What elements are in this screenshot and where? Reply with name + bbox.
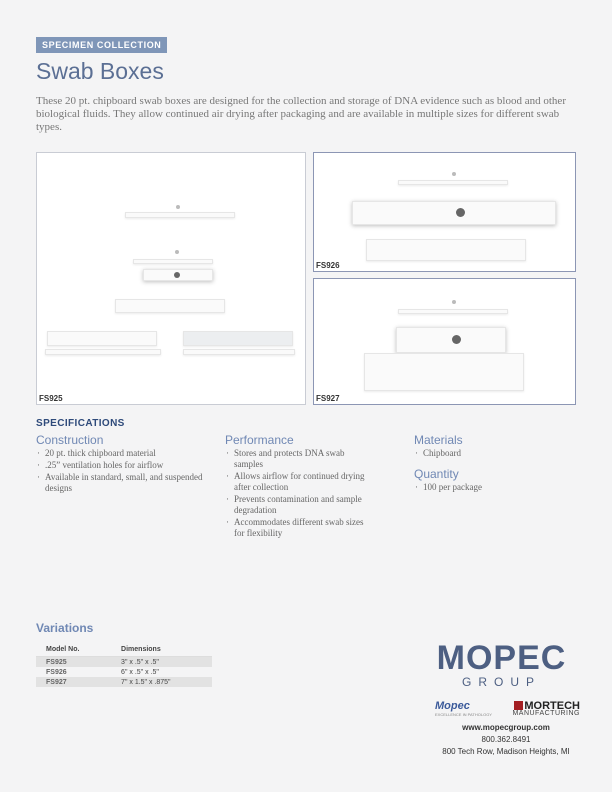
vent-hole [452, 335, 461, 344]
vent-hole [456, 208, 465, 217]
website-link[interactable]: www.mopecgroup.com [462, 723, 550, 732]
dimensions-cell: 7" x 1.5" x .875" [111, 677, 212, 687]
product-image-fs925 [36, 152, 306, 405]
quantity-title: Quantity [414, 467, 459, 481]
vent-hole [452, 172, 456, 176]
swab-box-flat-top [125, 212, 235, 218]
variations-title: Variations [36, 621, 94, 635]
list-item: · Allows airflow for continued drying after collection [225, 471, 375, 493]
address: 800 Tech Row, Madison Heights, MI [442, 747, 570, 756]
contact-info [420, 722, 592, 758]
materials-title: Materials [414, 433, 463, 447]
model-cell: FS927 [36, 677, 111, 687]
swab-box-flat-top [398, 180, 508, 185]
image-label: FS927 [316, 394, 340, 403]
specifications-heading: SPECIFICATIONS [36, 418, 125, 429]
variations-table [36, 644, 212, 687]
category-tag: SPECIMEN COLLECTION [36, 37, 167, 53]
construction-title: Construction [36, 433, 104, 447]
intro-paragraph: These 20 pt. chipboard swab boxes are designed for the collection and storage of DNA evidence such as blood and other biological fluids. They allow continued air drying after packaging and are available in multiple sizes for different swab types. [36, 95, 566, 133]
column-header: Model No. [36, 644, 111, 657]
swab-box-base [366, 239, 526, 261]
mortech-wordmark: MORTECH [524, 700, 580, 712]
mopec-logo: Mopec [435, 700, 470, 712]
table-row [36, 667, 212, 677]
performance-section [225, 433, 375, 540]
image-label: FS925 [39, 394, 63, 403]
vent-hole [176, 205, 180, 209]
swab-box-assembled [352, 201, 556, 225]
swab-box-assembled [396, 327, 506, 353]
mopec-group-logo [426, 639, 577, 689]
materials-quantity-section [414, 433, 564, 494]
list-item: · 20 pt. thick chipboard material [36, 448, 206, 459]
mortech-tagline: MANUFACTURING [512, 710, 580, 717]
image-label: FS926 [316, 261, 340, 270]
list-item: · Stores and protects DNA swab samples [225, 448, 375, 470]
column-header: Dimensions [111, 644, 212, 657]
swab-box-base [364, 353, 524, 391]
swab-box-flat-left [47, 331, 157, 346]
list-item: · Available in standard, small, and suspended designs [36, 472, 206, 494]
mopec-tagline: EXCELLENCE IN PATHOLOGY [435, 712, 492, 717]
product-image-fs926 [313, 152, 576, 272]
dimensions-cell: 6" x .5" x .5" [121, 669, 159, 676]
phone-number: 800.362.8491 [481, 735, 531, 744]
list-item: · Prevents contamination and sample degradation [225, 494, 375, 516]
swab-box-flat-right [183, 331, 293, 346]
performance-title: Performance [225, 433, 294, 447]
swab-box-flat-right-base [183, 349, 295, 355]
logo-subtitle: GROUP [461, 675, 541, 689]
construction-section [36, 433, 206, 495]
swab-box-flat-top [398, 309, 508, 314]
page-title: Swab Boxes [36, 58, 164, 84]
product-image-fs927 [313, 278, 576, 405]
list-item: · .25” ventilation holes for airflow [36, 460, 206, 471]
table-row [36, 677, 212, 687]
list-item: · Chipboard [414, 448, 564, 459]
swab-box-base [115, 299, 225, 313]
list-item: · Accommodates different swab sizes for flexibility [225, 517, 375, 539]
swab-box-flat-left-base [45, 349, 161, 355]
dimensions-cell: 3" x .5" x .5" [111, 657, 212, 668]
table-row [36, 657, 212, 668]
swab-box-flat-mid [133, 259, 213, 264]
model-cell: FS926 [46, 669, 67, 676]
model-cell: FS925 [36, 657, 111, 668]
vent-hole [174, 272, 180, 278]
logo-wordmark: MOPEC [436, 639, 567, 677]
sub-brand-logos [430, 700, 580, 718]
vent-hole [452, 300, 456, 304]
list-item: · 100 per package [414, 482, 564, 493]
vent-hole [175, 250, 179, 254]
mortech-mark-icon [514, 701, 523, 710]
